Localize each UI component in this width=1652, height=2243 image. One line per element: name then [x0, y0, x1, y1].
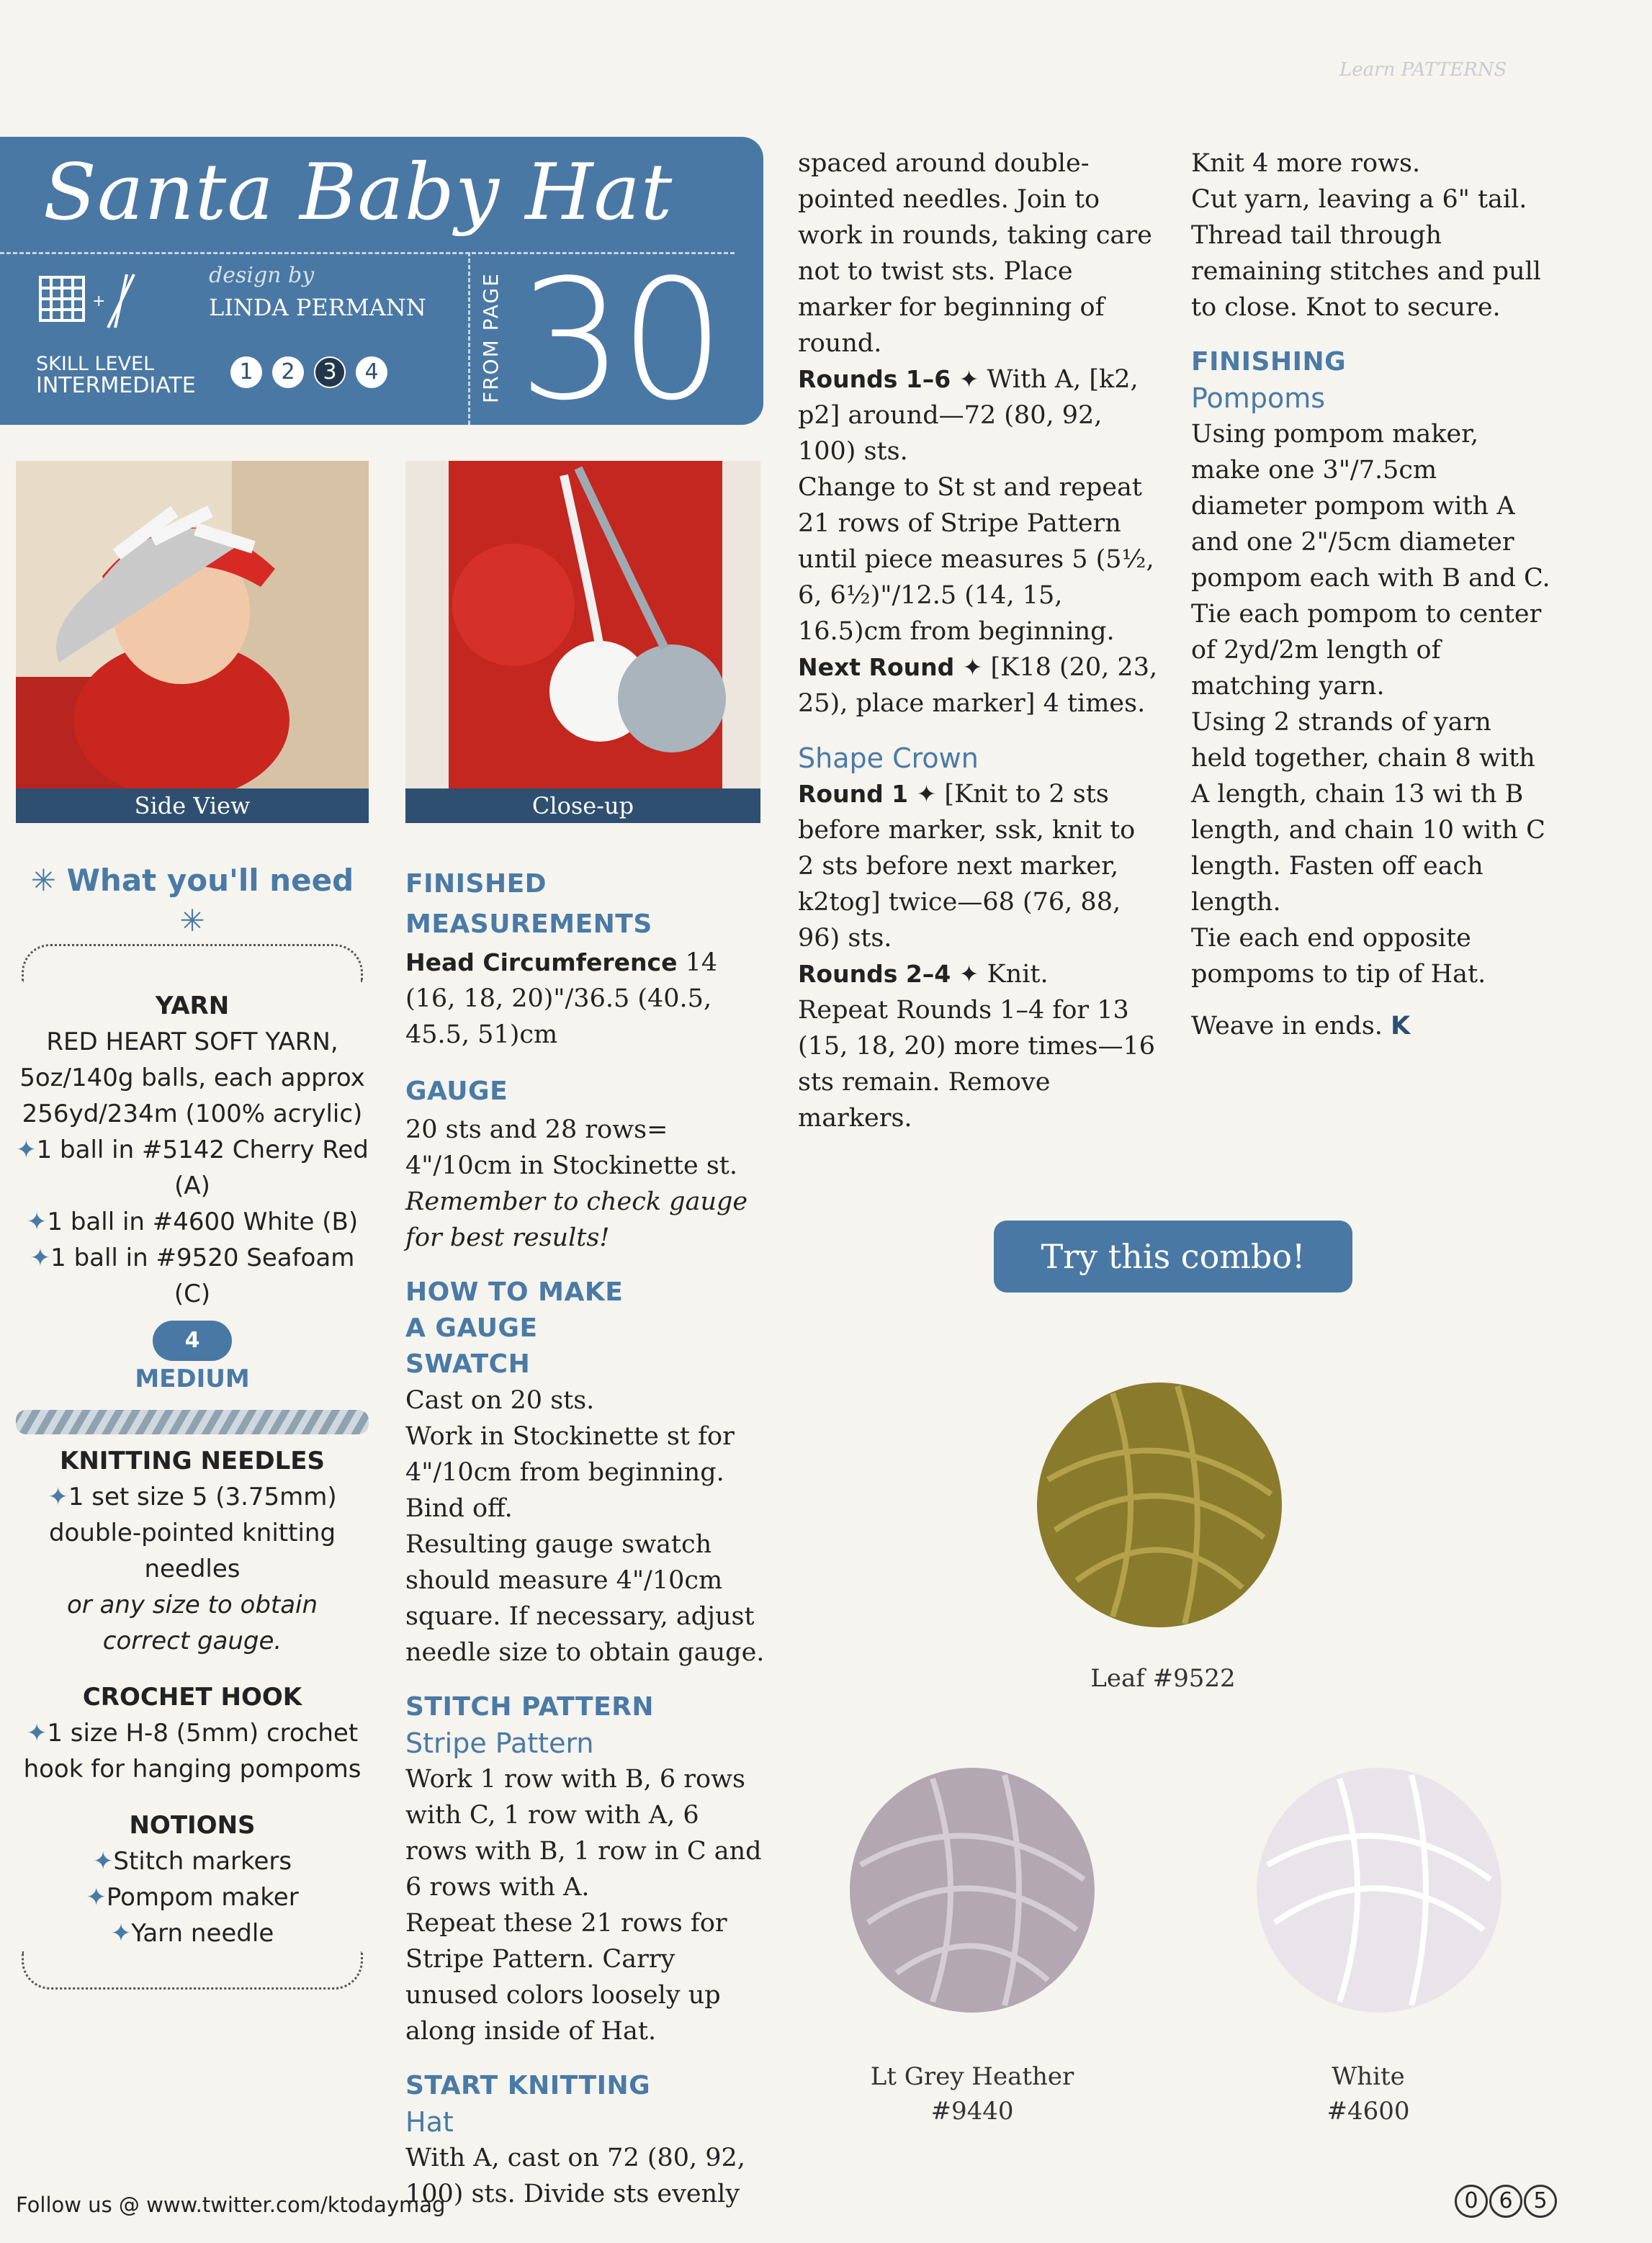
yarn-name: Lt Grey Heather — [870, 2062, 1074, 2091]
svg-text:+: + — [92, 292, 106, 310]
materials-heading-text: What you'll need — [66, 863, 354, 898]
stitch-pattern-text: Work 1 row with B, 6 rows with C, 1 row with A, 6 rows with B, 1 row in C and 6 rows with A. — [405, 1765, 762, 1902]
banner-divider-vertical — [468, 252, 470, 425]
pattern-step — [798, 649, 1158, 722]
side-view-photo — [16, 461, 369, 788]
pattern-text — [1191, 1008, 1551, 1044]
yarn-heading: YARN — [155, 992, 230, 1020]
yarn-strand-image — [16, 1410, 369, 1434]
bracket-top — [22, 944, 363, 982]
end-mark-icon: K — [1391, 1012, 1411, 1040]
pattern-text: Using pompom maker, make one 3"/7.5cm diameter pompom with A and one 2"/5cm diameter pompom each with B and C. Tie each pompom to center of 2yd/2m length of matching yarn. — [1191, 420, 1550, 701]
fm-text: 14 (16, 18, 20)"/36.5 (40.5, 45.5, 51)cm — [405, 948, 718, 1049]
page-digit: 5 — [1524, 2185, 1557, 2218]
yarn-number: #9440 — [930, 2097, 1014, 2126]
step-lead: Rounds 2–4 ✦ — [798, 960, 979, 988]
finished-measurements-text — [405, 945, 766, 1053]
skill-dot-3: 3 — [314, 356, 346, 388]
page-title: Santa Baby Hat — [43, 148, 673, 238]
swatch-step: Resulting gauge swatch should measure 4"/10cm square. If necessary, adjust needle size to obtain gauge. — [405, 1530, 765, 1667]
step-text: Knit. — [987, 960, 1049, 989]
close-up-photo — [405, 461, 760, 788]
page-digit: 6 — [1489, 2185, 1522, 2218]
yarn-name: White — [1332, 2062, 1405, 2091]
skill-level-label: SKILL LEVEL — [36, 353, 155, 375]
stitch-pattern-subheading: Stripe Pattern — [405, 1727, 594, 1759]
yarn-item: ✦1 ball in #9520 Seafoam (C) — [30, 1244, 355, 1308]
notions-item-text: Stitch markers — [113, 1847, 292, 1876]
gauge-note: Remember to check gauge for best results! — [405, 1187, 748, 1252]
page-digit: 0 — [1455, 2185, 1488, 2218]
hook-item: ✦1 size H-8 (5mm) crochet hook for hanging pompoms — [23, 1719, 362, 1784]
yarn-line-3: 256yd/234m (100% acrylic) — [22, 1100, 363, 1128]
pattern-text: Using 2 strands of yarn held together, chain 8 with A length, chain 13 wi th B length, and chain 10 with C length. Fasten off each length. — [1191, 708, 1545, 917]
shape-crown-subheading: Shape Crown — [798, 742, 979, 774]
pattern-text: Tie each end opposite pompoms to tip of Hat. — [1191, 924, 1486, 989]
finishing-heading: FINISHING — [1191, 347, 1347, 377]
pattern-step — [798, 956, 1158, 992]
pattern-text: Change to St st and repeat 21 rows of Stripe Pattern until piece measures 5 (5½, 6, 6½)"/12.5 (14, 15, 16.5)cm from beginning. — [798, 473, 1154, 646]
running-head-text: Learn PATTERNS — [1339, 59, 1507, 81]
notions-heading: NOTIONS — [129, 1811, 256, 1840]
yarn-label-white — [1253, 2059, 1483, 2129]
yarn-label-grey — [843, 2059, 1102, 2129]
materials-heading: ✳ What you'll need ✳ — [30, 863, 354, 938]
start-knitting-subheading: Hat — [405, 2106, 454, 2138]
yarn-weight-icon: 4 — [153, 1321, 232, 1361]
notions-item: ✦Stitch markers — [92, 1847, 292, 1876]
pattern-text: Cut yarn, leaving a 6" tail. Thread tail through remaining stitches and pull to close. Knot to secure. — [1191, 185, 1542, 322]
close-up-caption: Close-up — [405, 788, 760, 823]
designer-name: LINDA PERMANN — [209, 294, 426, 321]
column-4 — [1191, 145, 1551, 1044]
pattern-text: Knit 4 more rows. — [1191, 149, 1421, 178]
notions-item: ✦Pompom maker — [86, 1883, 299, 1912]
yarn-ball-white — [1246, 1757, 1512, 2023]
yarn-weight-label: MEDIUM — [135, 1365, 250, 1393]
footer-follow: Follow us @ www.twitter.com/ktodaymag — [16, 2193, 446, 2217]
try-this-combo-banner: Try this combo! — [994, 1221, 1352, 1293]
pompoms-subheading: Pompoms — [1191, 382, 1326, 414]
column-3 — [798, 145, 1158, 1136]
step-text: [K18 (20, 23, 25), place marker] 4 times. — [798, 653, 1158, 718]
side-view-caption: Side View — [16, 788, 369, 823]
stitch-pattern-text: Repeat these 21 rows for Stripe Pattern. Carry unused colors loosely up along inside of Hat. — [405, 1909, 727, 2046]
step-lead: Round 1 ✦ — [798, 780, 937, 808]
yarn-item-text: 1 ball in #9520 Seafoam (C) — [50, 1244, 355, 1308]
skill-dot-4: 4 — [356, 356, 387, 388]
needles-item: ✦1 set size 5 (3.75mm) double-pointed knitting needles — [48, 1483, 337, 1583]
weave-text: Weave in ends. — [1191, 1012, 1383, 1040]
skill-level-value: INTERMEDIATE — [36, 373, 196, 398]
skill-dot-2: 2 — [272, 356, 304, 388]
fm-lead: Head Circumference — [405, 948, 678, 976]
pattern-text: Repeat Rounds 1–4 for 13 (15, 18, 20) more times—16 sts remain. Remove markers. — [798, 996, 1156, 1133]
hook-heading: CROCHET HOOK — [82, 1683, 302, 1712]
yarn-ball-leaf — [1026, 1372, 1293, 1638]
gauge-swatch-heading: HOW TO MAKE A GAUGE SWATCH — [405, 1277, 624, 1379]
needles-note: or any size to obtain correct gauge. — [66, 1591, 318, 1655]
skill-dots — [230, 356, 398, 388]
yarn-ball-grey — [839, 1757, 1105, 2023]
knit-icon — [36, 270, 137, 338]
materials-column — [16, 860, 369, 1990]
step-text: [Knit to 2 sts before marker, ssk, knit to 2 sts before next marker, k2tog] twice—68 (76, 88, 96) sts. — [798, 780, 1136, 953]
notions-item-text: Yarn needle — [131, 1919, 274, 1948]
step-text: With A, [k2, p2] around—72 (80, 92, 100) sts. — [798, 365, 1139, 466]
page-number — [1453, 2185, 1557, 2218]
pattern-text: spaced around double-pointed needles. Join to work in rounds, taking care not to twist sts. Place marker for beginning of round. — [798, 149, 1152, 358]
design-by-label: design by — [209, 263, 315, 288]
title-banner — [0, 137, 763, 437]
needles-item-text: 1 set size 5 (3.75mm) double-pointed knitting needles — [48, 1483, 337, 1583]
gauge-heading: GAUGE — [405, 1076, 508, 1106]
needles-heading: KNITTING NEEDLES — [60, 1447, 325, 1475]
start-knitting-heading: START KNITTING — [405, 2071, 651, 2100]
swatch-step: Cast on 20 sts. — [405, 1386, 595, 1415]
running-head — [1339, 59, 1507, 81]
finished-measurements-heading: FINISHED MEASUREMENTS — [405, 869, 652, 939]
column-2 — [405, 864, 766, 2212]
step-lead: Rounds 1–6 ✦ — [798, 365, 979, 393]
yarn-item: ✦1 ball in #5142 Cherry Red (A) — [16, 1136, 369, 1200]
yarn-item: ✦1 ball in #4600 White (B) — [26, 1208, 359, 1236]
yarn-line-2: 5oz/140g balls, each approx — [19, 1064, 365, 1092]
pattern-step — [798, 361, 1158, 469]
yarn-line-1: RED HEART SOFT YARN, — [46, 1028, 338, 1056]
swatch-step: Bind off. — [405, 1494, 513, 1523]
yarn-label-leaf: Leaf #9522 — [1090, 1664, 1236, 1693]
from-page-number: 30 — [519, 245, 721, 437]
yarn-number: #4600 — [1326, 2097, 1410, 2126]
from-page-label: FROM PAGE — [479, 272, 503, 403]
yarn-item-text: 1 ball in #4600 White (B) — [47, 1208, 359, 1236]
bracket-bottom — [22, 1951, 363, 1990]
gauge-text: 20 sts and 28 rows= 4"/10cm in Stockinette st. — [405, 1115, 737, 1180]
start-knitting-text: With A, cast on 72 (80, 92, 100) sts. Divide sts evenly — [405, 2144, 745, 2208]
swatch-step: Work in Stockinette st for 4"/10cm from beginning. — [405, 1422, 735, 1487]
notions-item: ✦Yarn needle — [110, 1919, 274, 1948]
stitch-pattern-heading: STITCH PATTERN — [405, 1692, 655, 1722]
hook-item-text: 1 size H-8 (5mm) crochet hook for hanging pompoms — [23, 1719, 362, 1784]
step-lead: Next Round ✦ — [798, 653, 983, 681]
yarn-item-text: 1 ball in #5142 Cherry Red (A) — [36, 1136, 369, 1200]
pattern-step — [798, 776, 1158, 956]
skill-dot-1: 1 — [230, 356, 262, 388]
notions-item-text: Pompom maker — [106, 1883, 299, 1912]
